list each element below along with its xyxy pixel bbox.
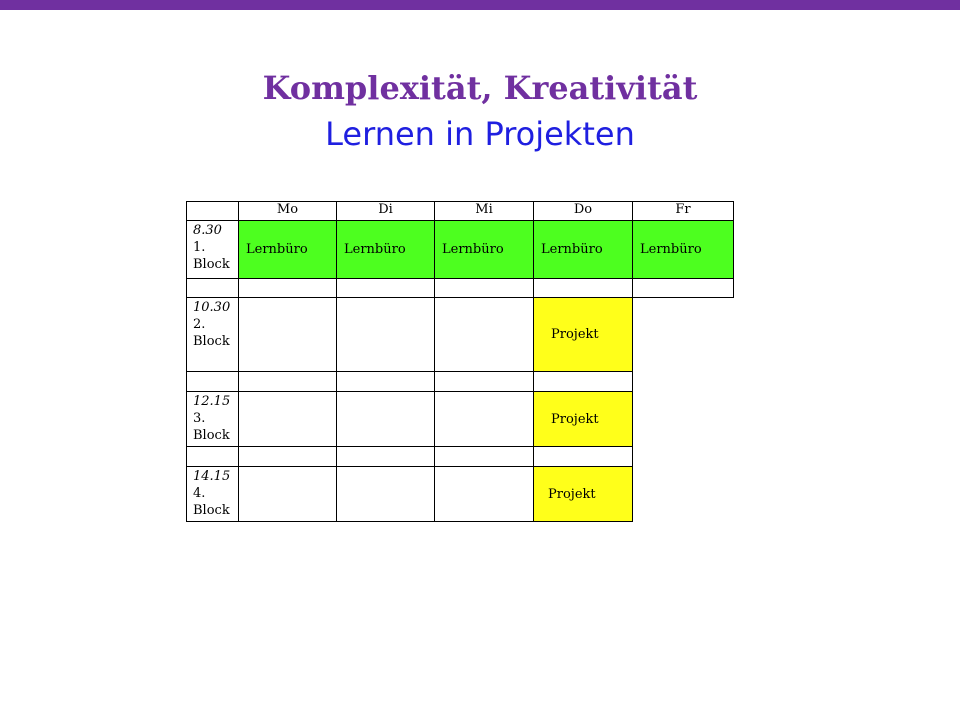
block-word: Block [193,334,230,349]
lernbuero-cell-mo [238,220,337,279]
spacer-cell [632,278,734,298]
spacer-cell [186,371,239,392]
spacer-cell [434,278,534,298]
spacer-cell [238,371,337,392]
lernbuero-label: Lernbüro [246,242,308,257]
block-time: 14.15 [193,469,231,484]
block-number: 4. [193,486,206,501]
spacer-cell [533,278,633,298]
spacer-cell [336,446,435,467]
block-number: 3. [193,411,206,426]
day-header-label: Mi [475,202,493,217]
spacer-cell [533,371,633,392]
block-label-4 [186,466,239,522]
day-header-label: Di [378,202,393,217]
block-word: Block [193,428,230,443]
block-number: 2. [193,317,206,332]
projekt-label: Projekt [548,486,596,502]
empty-cell [238,466,337,522]
empty-cell [336,466,435,522]
slide-title: Komplexität, Kreativität [262,69,698,107]
lernbuero-cell-mi [434,220,534,279]
day-header-mo [238,201,337,221]
spacer-cell [238,278,337,298]
day-header-di [336,201,435,221]
lernbuero-label: Lernbüro [442,242,504,257]
top-accent-bar [0,0,960,10]
lernbuero-cell-di [336,220,435,279]
lernbuero-cell-do [533,220,633,279]
spacer-cell [434,371,534,392]
day-header-label: Mo [276,202,299,217]
empty-cell [434,466,534,522]
spacer-cell [186,278,239,298]
block-word: Block [193,257,230,272]
spacer-cell [336,371,435,392]
projekt-cell-block-2 [533,297,633,372]
projekt-cell-block-3 [533,391,633,447]
spacer-cell [238,446,337,467]
lernbuero-cell-fr [632,220,734,279]
spacer-cell [186,446,239,467]
spacer-cell [434,446,534,467]
lernbuero-label: Lernbüro [344,242,406,257]
block-number: 1. [193,240,206,255]
day-header-mi [434,201,534,221]
empty-cell [238,391,337,447]
projekt-label: Projekt [551,411,599,427]
slide-subtitle: Lernen in Projekten [325,115,635,153]
empty-cell [336,391,435,447]
lernbuero-label: Lernbüro [541,242,603,257]
day-header-fr [632,201,734,221]
spacer-cell [533,446,633,467]
block-time: 12.15 [193,394,231,409]
projekt-cell-block-4 [533,466,633,522]
projekt-label: Projekt [551,327,599,342]
empty-cell [434,297,534,372]
header-corner-cell [186,201,239,221]
empty-cell [238,297,337,372]
block-time: 8.30 [193,223,222,238]
empty-cell [434,391,534,447]
spacer-cell [336,278,435,298]
block-word: Block [193,503,230,518]
block-label-3 [186,391,239,447]
day-header-label: Fr [675,202,691,217]
day-header-do [533,201,633,221]
block-label-2 [186,297,239,372]
block-time: 10.30 [193,300,231,315]
day-header-label: Do [573,202,593,217]
empty-cell [336,297,435,372]
block-label-1 [186,220,239,279]
lernbuero-label: Lernbüro [640,242,702,257]
